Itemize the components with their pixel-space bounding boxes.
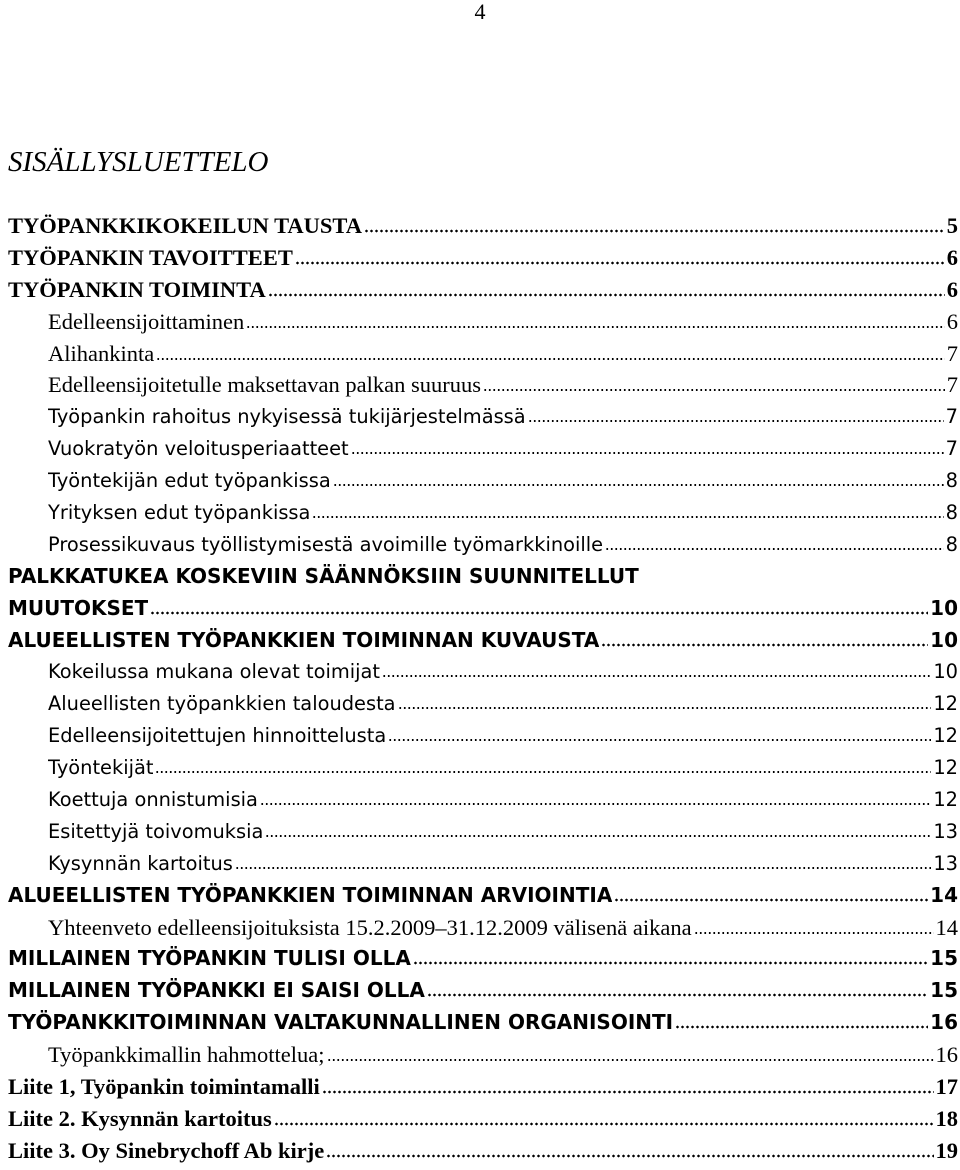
toc-entry-page: 8 bbox=[945, 501, 958, 525]
dot-leader bbox=[235, 866, 931, 870]
toc-entry-title: Yrityksen edut työpankissa bbox=[48, 501, 311, 525]
toc-entry-title: TYÖPANKKIKOKEILUN TAUSTA bbox=[8, 213, 363, 238]
toc-entry[interactable] bbox=[0, 975, 958, 1007]
toc-entry-title: Prosessikuvaus työllistymisestä avoimille työmarkkinoille bbox=[48, 532, 604, 556]
dot-leader bbox=[694, 931, 934, 935]
toc-entry-page: 16 bbox=[935, 1042, 958, 1068]
toc-subentry[interactable] bbox=[0, 465, 958, 497]
toc-entry-page: 12 bbox=[933, 756, 958, 780]
toc-entry-title: Työntekijän edut työpankissa bbox=[48, 469, 331, 493]
toc-entry[interactable] bbox=[0, 625, 958, 657]
toc-heading: SISÄLLYSLUETTELO bbox=[8, 146, 269, 178]
toc-entry-page: 14 bbox=[935, 914, 958, 940]
dot-leader bbox=[260, 802, 931, 806]
dot-leader bbox=[427, 993, 928, 997]
toc-entry-title: Kokeilussa mukana olevat toimijat bbox=[48, 660, 380, 684]
toc-entry-title: Alihankinta bbox=[48, 340, 155, 366]
toc-entry-title: Koettuja onnistumisia bbox=[48, 788, 258, 812]
toc-entry-title-cont: MUUTOKSET bbox=[8, 595, 149, 620]
dot-leader bbox=[295, 261, 945, 265]
toc-entry-page: 12 bbox=[933, 692, 958, 716]
toc-entry-page: 15 bbox=[930, 946, 958, 971]
toc-entry-page: 17 bbox=[935, 1074, 958, 1100]
toc-entry-page: 14 bbox=[930, 882, 958, 907]
toc-entry-page: 18 bbox=[935, 1105, 958, 1131]
toc-entry-page: 12 bbox=[933, 788, 958, 812]
toc-entry-title: Liite 3. Oy Sinebrychoff Ab kirje bbox=[8, 1137, 325, 1163]
toc-entry-title: Esitettyjä toivomuksia bbox=[48, 819, 264, 843]
toc-entry-page: 10 bbox=[930, 627, 958, 652]
toc-entry-page: 10 bbox=[933, 660, 958, 684]
toc-entry-continuation[interactable] bbox=[0, 593, 958, 625]
dot-leader bbox=[388, 738, 931, 742]
dot-leader bbox=[150, 611, 928, 615]
toc-subentry[interactable] bbox=[0, 752, 958, 784]
toc-subentry[interactable] bbox=[0, 369, 958, 401]
toc-entry-page: 7 bbox=[946, 340, 958, 366]
dot-leader bbox=[398, 706, 932, 710]
toc-entry-page: 7 bbox=[946, 372, 958, 398]
dot-leader bbox=[274, 1122, 934, 1126]
dot-leader bbox=[614, 898, 928, 902]
toc-entry-title: Alueellisten työpankkien taloudesta bbox=[48, 692, 396, 716]
toc-entry[interactable] bbox=[0, 943, 958, 975]
toc-entry-title: TYÖPANKIN TAVOITTEET bbox=[8, 244, 293, 270]
dot-leader bbox=[265, 834, 931, 838]
dot-leader bbox=[156, 357, 945, 361]
toc-subentry[interactable] bbox=[0, 1039, 958, 1071]
toc-entry-title: Työpankkimallin hahmottelua; bbox=[48, 1042, 325, 1068]
toc-entry[interactable] bbox=[0, 242, 958, 274]
toc-entry-title: ALUEELLISTEN TYÖPANKKIEN TOIMINNAN ARVIOINTIA bbox=[8, 882, 613, 907]
toc-subentry[interactable] bbox=[0, 688, 958, 720]
toc-subentry[interactable] bbox=[0, 338, 958, 370]
toc-entry[interactable] bbox=[0, 1103, 958, 1135]
toc-entry-page: 8 bbox=[945, 469, 958, 493]
toc-subentry[interactable] bbox=[0, 720, 958, 752]
toc-entry-title: Liite 2. Kysynnän kartoitus bbox=[8, 1105, 272, 1131]
dot-leader bbox=[601, 643, 928, 647]
dot-leader bbox=[364, 229, 945, 233]
toc-entry-title: ALUEELLISTEN TYÖPANKKIEN TOIMINNAN KUVAUSTA bbox=[8, 627, 600, 652]
dot-leader bbox=[327, 1058, 934, 1062]
toc-subentry[interactable] bbox=[0, 433, 958, 465]
toc-entry-title: Vuokratyön veloitusperiaatteet bbox=[48, 437, 349, 461]
toc-entry-title: Liite 1, Työpankin toimintamalli bbox=[8, 1074, 320, 1100]
toc-entry-page: 10 bbox=[930, 595, 958, 620]
toc-entry-page: 7 bbox=[945, 437, 958, 461]
toc-entry-page: 6 bbox=[946, 244, 958, 270]
dot-leader bbox=[483, 388, 945, 392]
dot-leader bbox=[326, 1154, 933, 1158]
toc-entry-title: Edelleensijoitettujen hinnoittelusta bbox=[48, 724, 387, 748]
toc-entry[interactable] bbox=[0, 210, 958, 242]
toc-entry[interactable] bbox=[0, 1071, 958, 1103]
toc-subentry[interactable] bbox=[0, 656, 958, 688]
toc-entry[interactable] bbox=[0, 1135, 958, 1167]
toc-entry[interactable] bbox=[0, 1007, 958, 1039]
dot-leader bbox=[528, 419, 944, 423]
toc-entry[interactable] bbox=[0, 274, 958, 306]
toc-subentry[interactable] bbox=[0, 401, 958, 433]
toc-entry-title: Edelleensijoittaminen bbox=[48, 308, 245, 334]
toc-subentry[interactable] bbox=[0, 306, 958, 338]
dot-leader bbox=[246, 325, 945, 329]
toc-entry-title: Edelleensijoitetulle maksettavan palkan suuruus bbox=[48, 372, 482, 398]
toc-subentry[interactable] bbox=[0, 816, 958, 848]
toc-entry-page: 5 bbox=[946, 213, 958, 238]
toc-entry-page: 15 bbox=[930, 978, 958, 1003]
toc-subentry[interactable] bbox=[0, 529, 958, 561]
toc-entry-page: 16 bbox=[930, 1010, 958, 1035]
dot-leader bbox=[382, 674, 931, 678]
toc-entry[interactable] bbox=[0, 561, 958, 593]
toc-entry-page: 12 bbox=[933, 724, 958, 748]
toc-entry-title: TYÖPANKIN TOIMINTA bbox=[8, 276, 266, 302]
toc-subentry[interactable] bbox=[0, 912, 958, 944]
dot-leader bbox=[155, 770, 931, 774]
toc-entry-title: Työpankin rahoitus nykyisessä tukijärjestelmässä bbox=[48, 405, 526, 429]
dot-leader bbox=[268, 293, 945, 297]
toc-entry-title: PALKKATUKEA KOSKEVIIN SÄÄNNÖKSIIN SUUNNITELLUT bbox=[8, 563, 639, 588]
table-of-contents bbox=[0, 210, 958, 1167]
toc-entry[interactable] bbox=[0, 880, 958, 912]
dot-leader bbox=[351, 451, 944, 455]
dot-leader bbox=[322, 1090, 934, 1094]
toc-entry-title: MILLAINEN TYÖPANKIN TULISI OLLA bbox=[8, 946, 411, 971]
page-number: 4 bbox=[474, 0, 486, 24]
toc-entry-title: MILLAINEN TYÖPANKKI EI SAISI OLLA bbox=[8, 978, 425, 1003]
toc-entry-page: 6 bbox=[946, 276, 958, 302]
toc-subentry[interactable] bbox=[0, 784, 958, 816]
toc-entry-page: 6 bbox=[946, 308, 958, 334]
toc-entry-page: 13 bbox=[933, 819, 958, 843]
toc-entry-page: 19 bbox=[935, 1137, 958, 1163]
toc-entry-page: 13 bbox=[933, 851, 958, 875]
toc-subentry[interactable] bbox=[0, 848, 958, 880]
toc-entry-title: Työntekijät bbox=[48, 756, 154, 780]
toc-entry-title: Yhteenveto edelleensijoituksista 15.2.2009–31.12.2009 välisenä aikana bbox=[48, 914, 692, 940]
dot-leader bbox=[413, 961, 928, 965]
toc-entry-title: TYÖPANKKITOIMINNAN VALTAKUNNALLINEN ORGANISOINTI bbox=[8, 1010, 674, 1035]
toc-subentry[interactable] bbox=[0, 497, 958, 529]
dot-leader bbox=[605, 547, 944, 551]
dot-leader bbox=[333, 483, 944, 487]
dot-leader bbox=[312, 515, 943, 519]
dot-leader bbox=[675, 1025, 928, 1029]
toc-entry-title: Kysynnän kartoitus bbox=[48, 851, 233, 875]
toc-entry-page: 7 bbox=[945, 405, 958, 429]
toc-entry-page: 8 bbox=[945, 532, 958, 556]
